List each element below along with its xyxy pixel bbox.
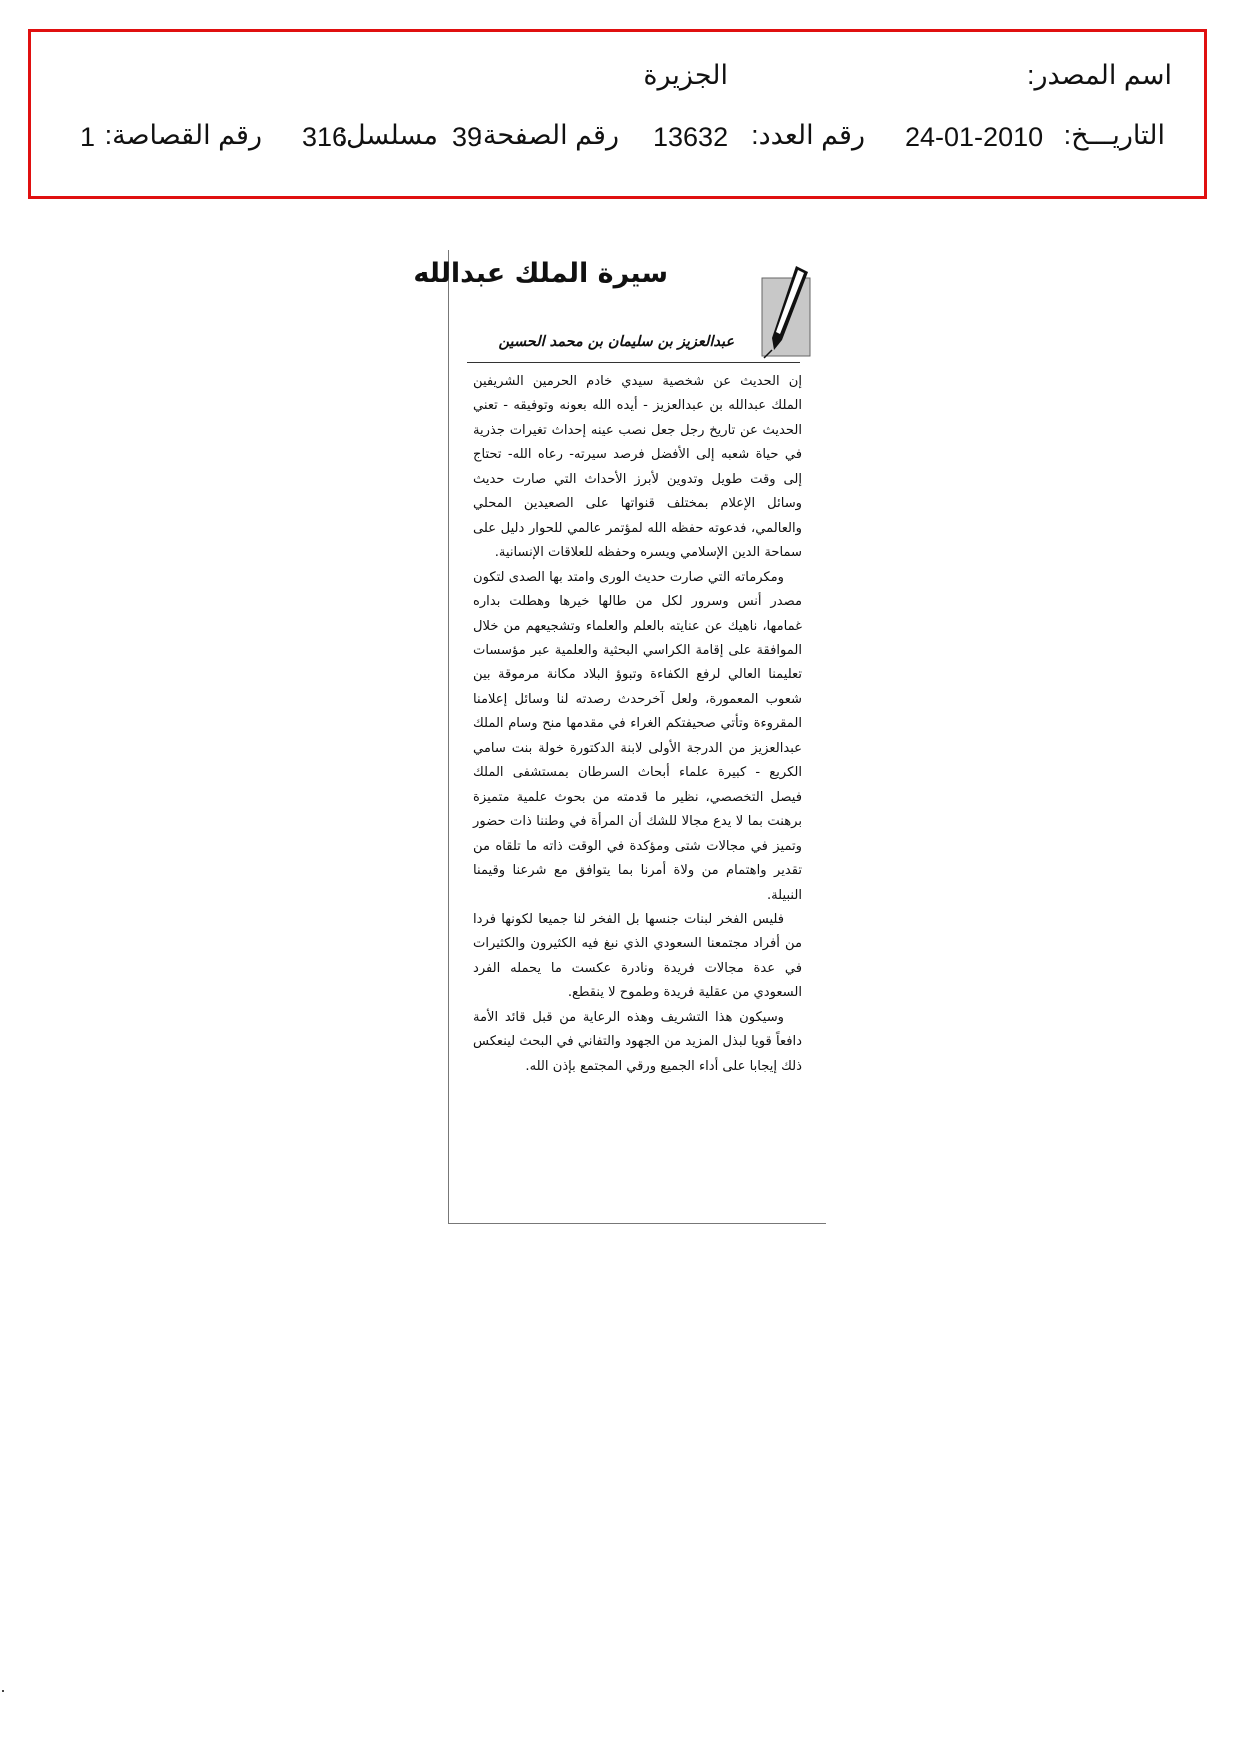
article-paragraph: فليس الفخر لبنات جنسها بل الفخر لنا جميعا لكونها فردا من أفراد مجتمعنا السعودي الذي نبغ فيه الكثيرون والكثيرات في عدة مجالات فريدة ونادرة عكست ما يحمله الفرد السعودي من عقلية فريدة وطموح لا ينقطع. bbox=[473, 911, 802, 1001]
date-value: 24-01-2010 bbox=[905, 122, 1044, 152]
article-paragraph: ومكرماته التي صارت حديث الورى وامتد بها الصدى لتكون مصدر أنس وسرور لكل من طالها خيرها وهطلت بداره غمامها، ناهيك عن عنايته بالعلم والعلماء وتشجيعهم من خلال الموافقة على إقامة الكراسي البحثية والعلمية عبر مؤسسات تعليمنا العالي لرفع الكفاءة وتبوؤ البلاد مكانة مرموقة بين شعوب المعمورة، ولعل آخرحدث رصدته لنا وسائل إعلامنا المقروءة وتأتي صحيفتكم الغراء في مقدمها منح وسام الملك عبدالعزيز من الدرجة الأولى لابنة الدكتورة خولة بنت سامي الكريع - كبيرة علماء أبحاث السرطان بمستشفى الملك فيصل التخصصي، نظير ما قدمته من بحوث علمية متميزة برهنت بما لا يدع مجالا للشك أن المرأة في وطننا ذات حضور وتميز في مجالات شتى ومؤكدة في الوقت ذاته ما تلقاه من تقدير واهتمام من ولاة أمرنا بما يتوافق مع شرعنا وقيمنا النبيلة. bbox=[473, 569, 802, 903]
clip-label: رقم القصاصة: bbox=[104, 120, 262, 150]
title-divider bbox=[467, 362, 800, 363]
serial-label: مسلسل: bbox=[338, 120, 438, 150]
article-body bbox=[473, 370, 802, 1079]
article-paragraph: إن الحديث عن شخصية سيدي خادم الحرمين الشريفين الملك عبدالله بن عبدالعزيز - أيده الله بعونه وتوفيقه - تعني الحديث عن تاريخ رجل جعل نصب عينه إحداث تغيرات جذرية في حياة شعبه إلى الأفضل فرصد سيرته- رعاه الله- تحتاج إلى وقت طويل وتدوين لأبرز الأحداث التي صارت حديث وسائل الإعلام بمختلف قنواتها على الصعيدين المحلي والعالمي، فدعوته حفظه الله لمؤتمر عالمي للحوار دليل على سماحة الدين الإسلامي ويسره وحفظه للعلاقات الإنسانية. bbox=[473, 374, 802, 561]
clip-value: 1 bbox=[80, 122, 96, 152]
source-label: اسم المصدر: bbox=[1026, 60, 1172, 90]
scan-speck bbox=[2, 1690, 4, 1692]
newspaper-clipping bbox=[413, 250, 826, 1224]
page-value: 39 bbox=[452, 122, 483, 152]
issue-value: 13632 bbox=[653, 122, 729, 152]
article-author: عبدالعزيز بن سليمان بن محمد الحسين bbox=[498, 334, 734, 350]
source-value: الجزيرة bbox=[643, 60, 728, 90]
serial-value: 316 bbox=[302, 122, 348, 152]
pen-icon bbox=[756, 262, 814, 362]
article-paragraph: وسيكون هذا التشريف وهذه الرعاية من قبل قائد الأمة دافعاً قويا لبذل المزيد من الجهود والتفاني في البحث لينعكس ذلك إيجابا على أداء الجميع ورقي المجتمع بإذن الله. bbox=[473, 1009, 802, 1074]
issue-label: رقم العدد: bbox=[751, 120, 865, 150]
date-label: التاريـــخ: bbox=[1063, 120, 1165, 150]
metadata-header-box bbox=[28, 29, 1207, 199]
article-title: سيرة الملك عبدالله bbox=[413, 258, 668, 289]
page-label: رقم الصفحة: bbox=[475, 120, 619, 150]
